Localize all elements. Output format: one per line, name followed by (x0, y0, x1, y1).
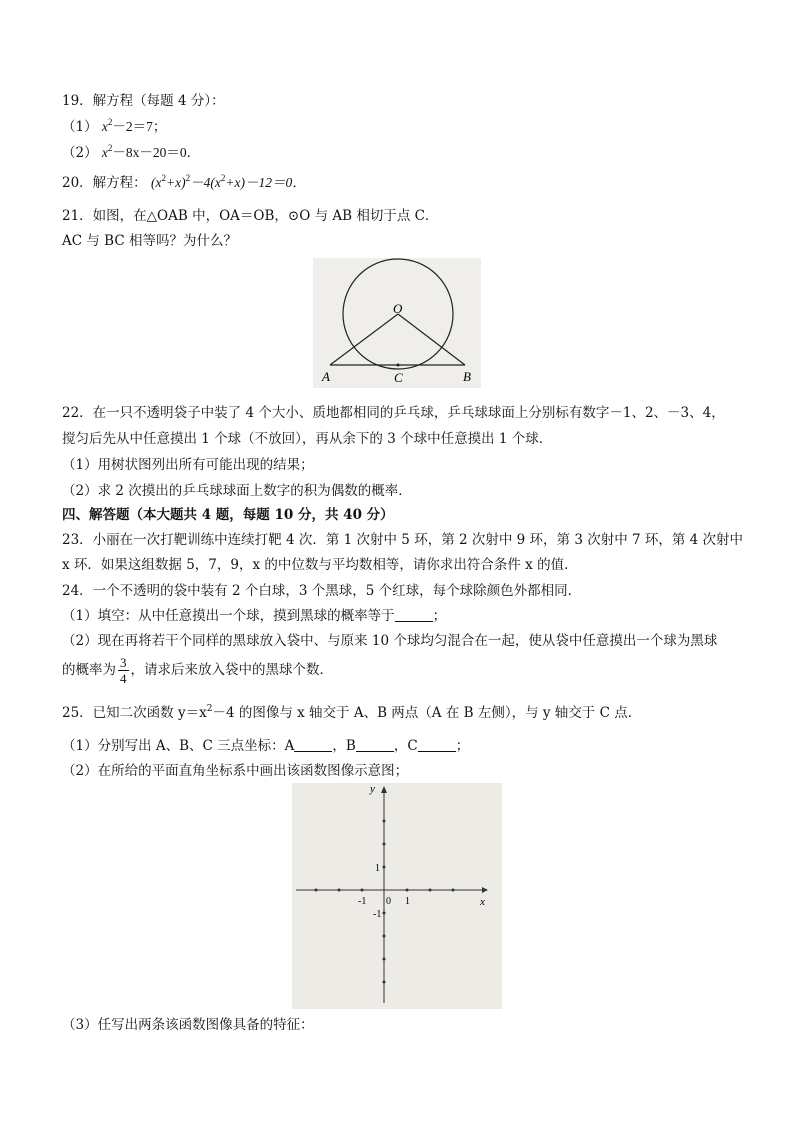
answer-blank-b[interactable] (356, 738, 394, 752)
q20-line (62, 174, 306, 192)
q20-eq-c: －4(x (190, 175, 221, 190)
q25-part1-c: ，C (393, 738, 418, 754)
q24-part1-text: （1）填空：从中任意摸出一个球，摸到黑球的概率等于 (62, 608, 395, 624)
origin-label: 0 (386, 896, 391, 907)
q20-label: 20．解方程： (62, 175, 147, 191)
label-c: C (394, 370, 403, 385)
q19-part2-label: （2） (62, 145, 98, 161)
q22-line2: 搅匀后先从中任意摸出 1 个球（不放回），再从余下的 3 个球中任意摸出 1 个球． (62, 431, 553, 447)
label-o: O (393, 301, 403, 316)
q20-eq-b: +x) (165, 175, 186, 190)
label-b: B (463, 369, 471, 384)
q24-line1: 24．一个不透明的袋中装有 2 个白球，3 个黑球，5 个红球，每个球除颜色外都相同． (62, 583, 582, 599)
q19-title: 19．解方程（每题 4 分）： (62, 93, 225, 109)
q22-part2: （2）求 2 次摸出的乒乓球球面上数字的积为偶数的概率． (62, 483, 412, 499)
tick-label-1-x: 1 (405, 896, 410, 907)
q19-part2 (62, 144, 200, 162)
q25-line1-b: －4 的图像与 x 轴交于 A、B 两点（A 在 B 左侧），与 y 轴交于 C 点． (212, 705, 642, 721)
q24-answer-blank[interactable] (395, 608, 433, 622)
answer-blank-a[interactable] (294, 738, 332, 752)
fraction-denominator: 4 (120, 671, 127, 686)
q25-coordinate-grid (292, 783, 502, 1009)
point-c (397, 364, 400, 367)
q19-part1-label: （1） (62, 119, 98, 135)
q19-part2-var: $x^2$ (101, 143, 113, 160)
tick-label-neg1-y: -1 (373, 909, 382, 920)
q19-part1 (62, 118, 166, 136)
q19-part2-eq: －8x－20＝0． (112, 145, 201, 160)
q24-part1-end: ； (432, 608, 447, 624)
q25-part1 (62, 737, 469, 755)
q25-part1-d: ； (455, 738, 470, 754)
q25-line1: 25．已知二次函数 $y=x^2-4$ 的图像与 x 轴交于 A、B 两点（A 在 B 左侧），与 y 轴交于 C 点． (62, 704, 642, 721)
q24-part2-text-a: 的概率为 (62, 662, 116, 678)
q23-line2: x 环．如果这组数据 5，7，9，x 的中位数与平均数相等，请你求出符合条件 x 的值． (62, 557, 578, 573)
q19-part1-var: $x^2$ (101, 117, 113, 134)
q20-eq-a: (x (150, 175, 162, 190)
answer-blank-c[interactable] (418, 738, 456, 752)
q19-part1-eq: －2＝7； (112, 119, 167, 134)
fraction-numerator: 3 (120, 655, 127, 670)
y-axis-label: y (370, 783, 375, 795)
q24-part2-text-b: ，请求后来放入袋中的黑球个数． (130, 662, 333, 678)
q20-equation: $(x^2+x)^2-4(x^2+x)-12=0$． (150, 173, 306, 190)
q21-line1: 21．如图，在△OAB 中，OA＝OB，⊙O 与 AB 相切于点 C． (62, 208, 439, 224)
section4-title: 四、解答题（本大题共 4 题，每题 10 分，共 40 分） (62, 507, 394, 523)
q25-line1-a: 25．已知二次函数 y＝x (62, 705, 207, 721)
q21-line2: AC 与 BC 相等吗？为什么？ (62, 233, 237, 249)
q20-eq-d: +x)－12＝0． (225, 175, 306, 190)
q21-figure (313, 258, 481, 388)
q23-line1: 23．小丽在一次打靶训练中连续打靶 4 次．第 1 次射中 5 环，第 2 次射中 9 环，第 3 次射中 7 环，第 4 次射中 (62, 532, 744, 548)
q25-part3: （3）任写出两条该函数图像具备的特征： (62, 1017, 314, 1033)
q24-part2-line2 (62, 654, 333, 686)
q25-part1-a: （1）分别写出 A、B、C 三点坐标：A (62, 738, 295, 754)
fraction-three-quarters (118, 655, 129, 686)
tick-label-neg1-x: -1 (358, 896, 367, 907)
q25-part1-b: ，B (332, 738, 356, 754)
q24-part2-line1: （2）现在再将若干个同样的黑球放入袋中、与原来 10 个球均匀混合在一起，使从袋中任意摸出一个球为黑球 (62, 633, 718, 649)
q25-part2: （2）在所给的平面直角坐标系中画出该函数图像示意图； (62, 763, 409, 779)
tick-label-1-y: 1 (375, 863, 380, 874)
q22-part1: （1）用树状图列出所有可能出现的结果； (62, 457, 314, 473)
q24-part1 (62, 607, 446, 625)
label-a: A (322, 369, 330, 384)
x-axis-label: x (480, 896, 485, 908)
q22-line1: 22．在一只不透明袋子中装了 4 个大小、质地都相同的乒乓球，乒乓球球面上分别标有数字－1、2、－3、4， (62, 405, 725, 421)
